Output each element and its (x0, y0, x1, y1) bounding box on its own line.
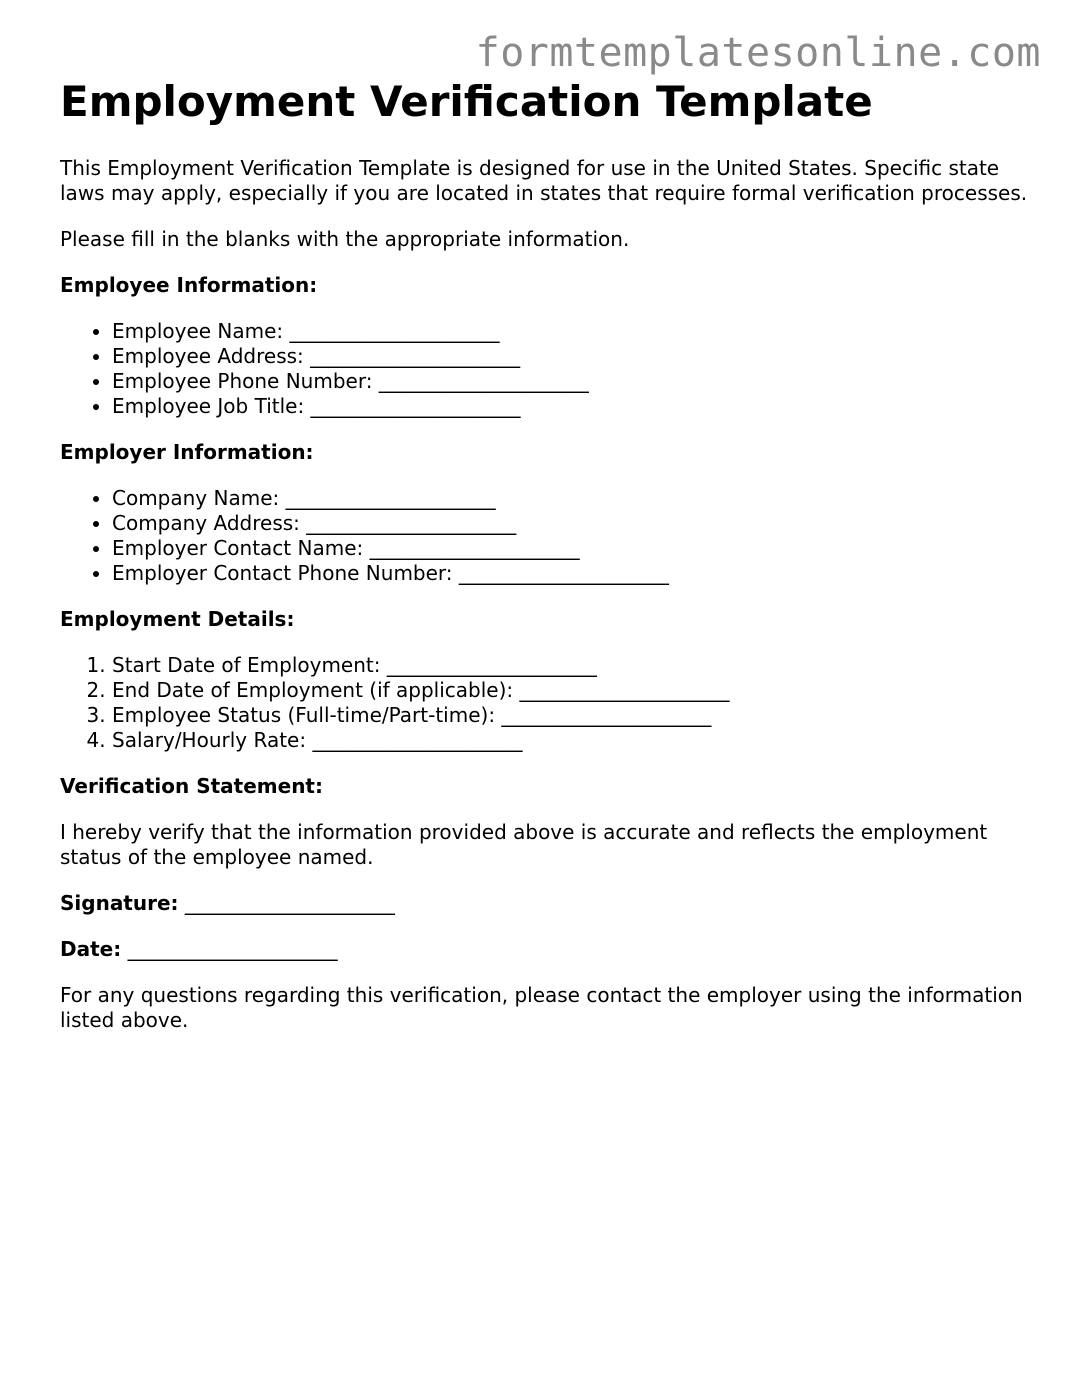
date-blank: _____________________ (127, 937, 338, 961)
company-address-field: • Company Address: _____________________ (112, 511, 1030, 536)
employee-information-list (60, 319, 1030, 419)
instructions-paragraph: Please fill in the blanks with the appropriate information. (60, 227, 630, 251)
salary-rate-field: 4. Salary/Hourly Rate: _____________________ (112, 728, 1030, 753)
company-name-field: • Company Name: _____________________ (112, 486, 1030, 511)
employee-address-field: • Employee Address: _____________________ (112, 344, 1030, 369)
page-title: Employment Verification Template (60, 77, 873, 126)
signature-label: Signature: (60, 891, 179, 915)
date-line (60, 937, 1030, 962)
verification-statement-heading: Verification Statement: (60, 774, 323, 798)
employee-phone-field: • Employee Phone Number: _____________________ (112, 369, 1030, 394)
end-date-field: 2. End Date of Employment (if applicable): _____________________ (112, 678, 1030, 703)
employment-details-list (60, 653, 1030, 753)
employee-information-heading: Employee Information: (60, 273, 318, 297)
watermark: formtemplatesonline.com (475, 30, 1041, 76)
employer-contact-phone-field: • Employer Contact Phone Number: _____________________ (112, 561, 1030, 586)
document-body (60, 76, 1030, 1033)
signature-line (60, 891, 1030, 916)
employment-details-heading: Employment Details: (60, 607, 295, 631)
employer-information-list (60, 486, 1030, 586)
employer-contact-name-field: • Employer Contact Name: _____________________ (112, 536, 1030, 561)
employer-information-heading: Employer Information: (60, 440, 314, 464)
signature-blank: _____________________ (184, 891, 395, 915)
footer-note: For any questions regarding this verification, please contact the employer using the information listed above. (60, 983, 1023, 1032)
start-date-field: 1. Start Date of Employment: _____________________ (112, 653, 1030, 678)
intro-paragraph: This Employment Verification Template is designed for use in the United States. Specific state laws may apply, especially if you are located in states that require formal verification processes. (60, 156, 1028, 205)
employee-name-field: • Employee Name: _____________________ (112, 319, 1030, 344)
employee-job-title-field: • Employee Job Title: _____________________ (112, 394, 1030, 419)
employee-status-field: 3. Employee Status (Full-time/Part-time): _____________________ (112, 703, 1030, 728)
verification-statement-text: I hereby verify that the information provided above is accurate and reflects the employment status of the employee named. (60, 820, 988, 869)
date-label: Date: (60, 937, 122, 961)
